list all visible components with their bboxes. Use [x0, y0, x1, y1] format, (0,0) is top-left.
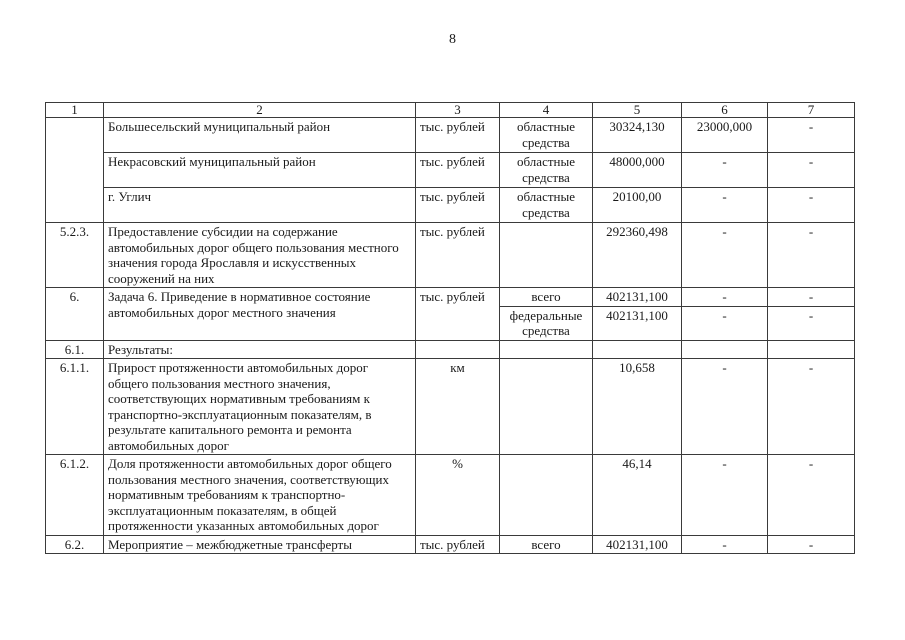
row-value-5: [593, 288, 682, 341]
row-name: Прирост протяженности автомобильных дорог общего пользования местного значения, соответствующих нормативным требованиям к транспортно-эксплуатационным показателям, в результате капитального ремонта и ремонта автомобильных дорог: [104, 359, 416, 455]
table-row: [46, 359, 855, 455]
row-unit: %: [416, 455, 500, 536]
row-number: [46, 118, 104, 153]
row-unit: тыс. рублей: [416, 153, 500, 188]
row-source: [500, 340, 593, 359]
row-value-6: -: [682, 153, 768, 188]
row-unit: тыс. рублей: [416, 288, 500, 341]
table-row: [46, 188, 855, 223]
table-header-row: [46, 103, 855, 118]
row-value-5: 20100,00: [593, 188, 682, 223]
row-number: 6.1.1.: [46, 359, 104, 455]
table-row: [46, 535, 855, 554]
row-value-5: [593, 340, 682, 359]
header-cell: 6: [682, 103, 768, 118]
table-row: [46, 340, 855, 359]
row-source: [500, 455, 593, 536]
row-value-6: [682, 288, 768, 341]
table-row: [46, 288, 855, 341]
row-unit: [416, 340, 500, 359]
row-number: 6.1.2.: [46, 455, 104, 536]
row-value-5: 46,14: [593, 455, 682, 536]
row-name: Доля протяженности автомобильных дорог общего пользования местного значения, соответствующих нормативным требованиям к транспортно-эксплуатационным показателям, в общей протяженности указанных автомобильных дорог: [104, 455, 416, 536]
row-source: всего: [500, 535, 593, 554]
row-value-7: -: [768, 359, 855, 455]
row-source: областные средства: [500, 188, 593, 223]
row-value-7: [768, 288, 855, 341]
header-cell: 4: [500, 103, 593, 118]
row-unit: км: [416, 359, 500, 455]
row-unit: тыс. рублей: [416, 535, 500, 554]
row-number: [46, 153, 104, 188]
subrow-value-5: 402131,100: [593, 306, 681, 340]
row-name: Некрасовский муниципальный район: [104, 153, 416, 188]
row-name: г. Углич: [104, 188, 416, 223]
row-value-6: -: [682, 455, 768, 536]
row-value-7: -: [768, 188, 855, 223]
row-name: Предоставление субсидии на содержание автомобильных дорог общего пользования местного значения города Ярославля и искусственных сооружений на них: [104, 223, 416, 288]
row-name: Задача 6. Приведение в нормативное состояние автомобильных дорог местного значения: [104, 288, 416, 341]
row-value-7: [768, 340, 855, 359]
row-value-7: -: [768, 223, 855, 288]
row-number: 6.: [46, 288, 104, 341]
row-value-7: -: [768, 153, 855, 188]
row-unit: тыс. рублей: [416, 188, 500, 223]
subrow-source: федеральные средства: [500, 306, 592, 340]
subrow-value-6: -: [722, 289, 727, 304]
row-value-6: -: [682, 223, 768, 288]
row-name: Большесельский муниципальный район: [104, 118, 416, 153]
row-name: Результаты:: [104, 340, 416, 359]
row-source: [500, 288, 593, 341]
header-cell: 1: [46, 103, 104, 118]
header-cell: 2: [104, 103, 416, 118]
row-value-5: 48000,000: [593, 153, 682, 188]
subrow-value-5: 402131,100: [606, 289, 668, 304]
row-value-5: 30324,130: [593, 118, 682, 153]
row-value-6: -: [682, 535, 768, 554]
table-row: [46, 118, 855, 153]
row-value-6: 23000,000: [682, 118, 768, 153]
table-row: [46, 455, 855, 536]
row-source: [500, 223, 593, 288]
row-value-5: 402131,100: [593, 535, 682, 554]
header-cell: 5: [593, 103, 682, 118]
budget-table: [45, 102, 855, 554]
subrow-value-6: -: [682, 306, 767, 340]
subrow-value-7: -: [768, 306, 854, 340]
row-value-6: [682, 340, 768, 359]
header-cell: 3: [416, 103, 500, 118]
row-value-7: -: [768, 535, 855, 554]
row-value-6: -: [682, 188, 768, 223]
row-source: областные средства: [500, 118, 593, 153]
row-source: [500, 359, 593, 455]
row-value-7: -: [768, 118, 855, 153]
row-number: [46, 188, 104, 223]
row-number: 5.2.3.: [46, 223, 104, 288]
table-row: [46, 223, 855, 288]
header-cell: 7: [768, 103, 855, 118]
row-value-5: 292360,498: [593, 223, 682, 288]
row-value-7: -: [768, 455, 855, 536]
row-number: 6.1.: [46, 340, 104, 359]
subrow-value-7: -: [808, 289, 814, 304]
table-row: [46, 153, 855, 188]
row-value-5: 10,658: [593, 359, 682, 455]
row-number: 6.2.: [46, 535, 104, 554]
row-unit: тыс. рублей: [416, 118, 500, 153]
row-value-6: -: [682, 359, 768, 455]
row-source: областные средства: [500, 153, 593, 188]
row-name: Мероприятие – межбюджетные трансферты: [104, 535, 416, 554]
subrow-source: всего: [531, 289, 561, 304]
row-unit: тыс. рублей: [416, 223, 500, 288]
page-number: 8: [449, 32, 456, 47]
